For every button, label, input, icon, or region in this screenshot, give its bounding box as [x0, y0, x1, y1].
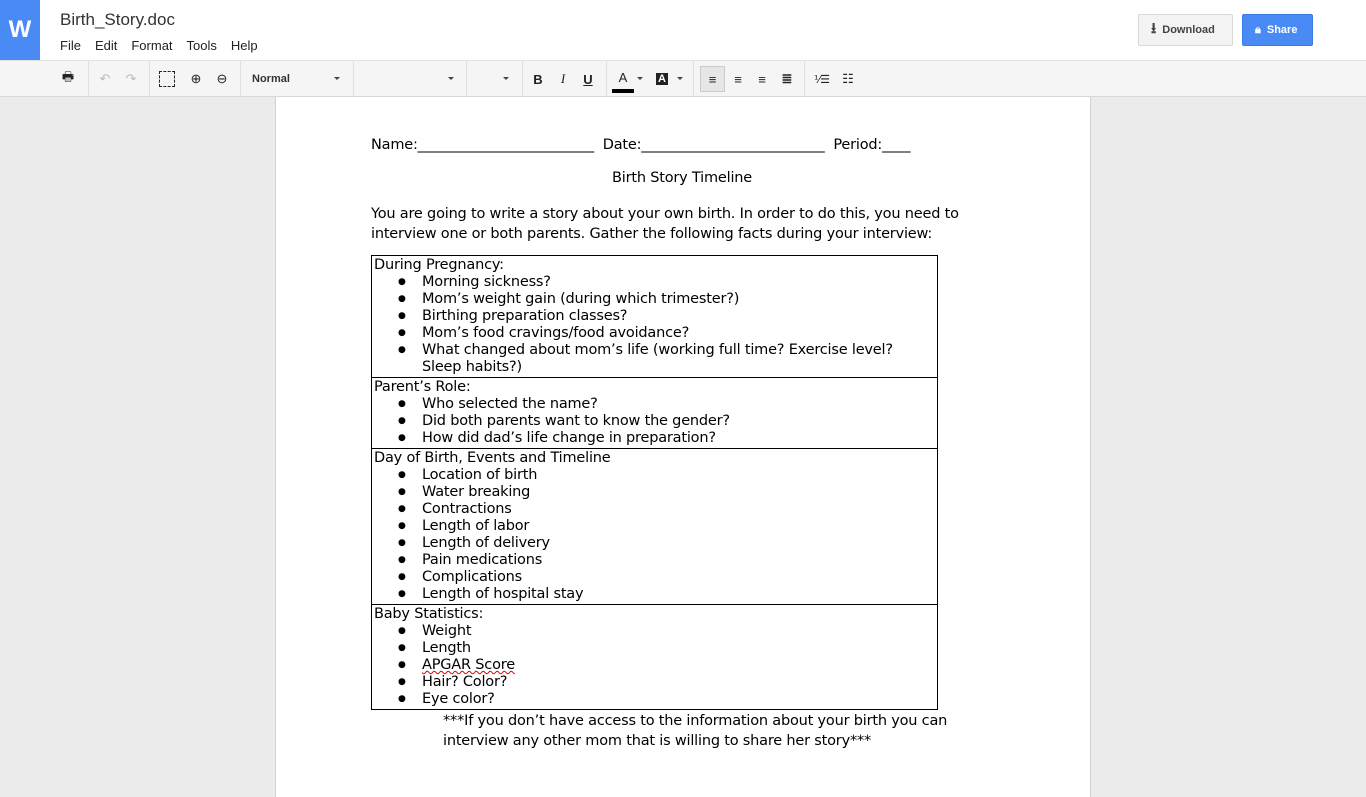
list-item: ● APGAR Score [374, 657, 935, 674]
list-item: ● Mom’s weight gain (during which trimester?) [374, 291, 935, 308]
list-item: ● Who selected the name? [374, 396, 935, 413]
align-left-icon[interactable]: ≡ [700, 66, 725, 92]
list-item: ● Complications [374, 569, 935, 586]
app-logo: W [0, 0, 40, 60]
menu-tools[interactable]: Tools [186, 38, 217, 53]
download-button[interactable]: ⭳ Download [1138, 14, 1233, 46]
list-item: ● Morning sickness? [374, 274, 935, 291]
list-item: ● Length of hospital stay [374, 586, 935, 603]
chevron-down-icon[interactable] [637, 77, 643, 80]
section-baby-statistics: Baby Statistics: ● Weight ● Length ● APGAR Score ● Hair? Color? ● Eye color? [372, 605, 938, 710]
menu-file[interactable]: File [60, 38, 81, 53]
intro-paragraph: You are going to write a story about your own birth. In order to do this, you need to interview one or both parents. Gather the following facts during your interview: [371, 206, 959, 242]
chevron-down-icon [448, 77, 454, 80]
document-title[interactable]: Birth_Story.doc [60, 10, 175, 29]
highlight-icon[interactable]: A [658, 73, 666, 85]
doc-title: Birth Story Timeline [612, 170, 752, 186]
numbered-list-icon[interactable]: ⅟☰ [813, 73, 831, 86]
list-item: ● Did both parents want to know the gender? [374, 413, 935, 430]
chevron-down-icon [334, 77, 340, 80]
list-item: ● Location of birth [374, 467, 935, 484]
list-item: ● How did dad’s life change in preparation? [374, 430, 935, 447]
font-dropdown[interactable] [360, 61, 460, 97]
bold-icon[interactable]: B [533, 71, 543, 87]
menu-format[interactable]: Format [131, 38, 173, 53]
header-line: Name:_________________________ Date:__________________________ Period:____ [371, 137, 911, 153]
font-size-dropdown[interactable] [472, 61, 512, 97]
zoom-in-icon[interactable]: ⊕ [190, 71, 202, 86]
list-item: ● What changed about mom’s life (working full time? Exercise level? Sleep habits?) [374, 342, 935, 376]
underline-icon[interactable]: U [583, 71, 593, 87]
align-right-icon[interactable]: ≡ [758, 71, 766, 87]
menu-bar [60, 38, 272, 53]
redo-icon[interactable]: ↷ [125, 71, 137, 86]
list-item: ● Contractions [374, 501, 935, 518]
chevron-down-icon [503, 77, 509, 80]
lock-icon: 🔒︎ [1255, 23, 1261, 36]
menu-help[interactable]: Help [230, 38, 258, 53]
justify-icon[interactable]: ≣ [781, 71, 793, 86]
zoom-out-icon[interactable]: ⊖ [216, 71, 228, 86]
list-item: ● Birthing preparation classes? [374, 308, 935, 325]
fit-page-icon[interactable] [156, 61, 178, 97]
note-paragraph: ***If you don’t have access to the information about your birth you can interview any other mom that is willing to share her story*** [443, 713, 948, 749]
chevron-down-icon[interactable] [677, 77, 683, 80]
share-button[interactable]: 🔒︎ Share [1242, 14, 1313, 46]
undo-icon[interactable]: ↶ [99, 71, 111, 86]
list-item: ● Length [374, 640, 935, 657]
style-dropdown[interactable]: Normal [252, 61, 347, 97]
list-item: ● Mom’s food cravings/food avoidance? [374, 325, 935, 342]
list-item: ● Pain medications [374, 552, 935, 569]
list-item: ● Hair? Color? [374, 674, 935, 691]
list-item: ● Length of delivery [374, 535, 935, 552]
italic-icon[interactable]: I [560, 71, 566, 86]
section-parents-role: Parent’s Role: ● Who selected the name? ● Did both parents want to know the gender? ● How did dad’s life change in preparation? [372, 378, 938, 449]
download-icon: ⭳ [1151, 19, 1157, 37]
menu-edit[interactable]: Edit [94, 38, 118, 53]
print-icon[interactable]: 🖶︎ [61, 69, 75, 84]
list-item: ● Weight [374, 623, 935, 640]
toolbar [0, 60, 1366, 97]
list-item: ● Water breaking [374, 484, 935, 501]
align-center-icon[interactable]: ≡ [734, 71, 742, 87]
facts-table [371, 255, 938, 710]
app-header [0, 0, 1366, 60]
text-color-icon[interactable]: A [612, 65, 634, 93]
section-pregnancy: During Pregnancy: ● Morning sickness? ● Mom’s weight gain (during which trimester?) ● Birthing preparation classes? ● Mom’s food cravings/food avoidance? ● What changed about mom’s life (working full time? Exercise level? Sleep habits?) [372, 256, 938, 378]
section-day-of-birth: Day of Birth, Events and Timeline ● Location of birth ● Water breaking ● Contractions ● Length of labor ● Length of delivery ● Pain medications ● Complications ● Length of hospital stay [372, 449, 938, 605]
list-item: ● Eye color? [374, 691, 935, 708]
bulleted-list-icon[interactable]: ☷ [842, 71, 854, 86]
list-item: ● Length of labor [374, 518, 935, 535]
